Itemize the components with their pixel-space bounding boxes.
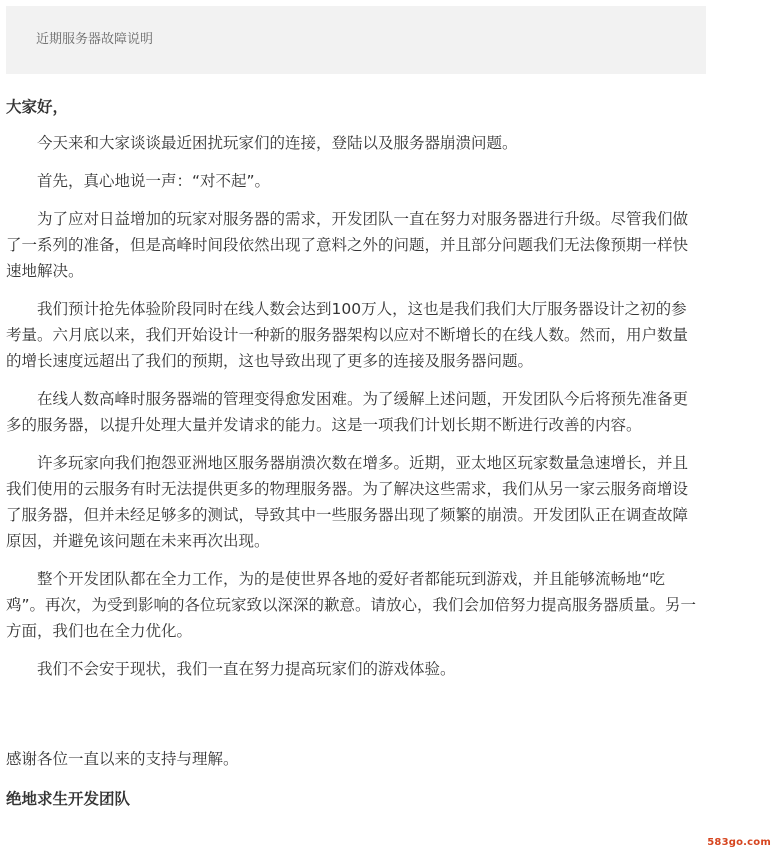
paragraph-peak-management: 在线人数高峰时服务器端的管理变得愈发困难。为了缓解上述问题，开发团队今后将预先准备更多的服务器，以提升处理大量并发请求的能力。这是一项我们计划长期不断进行改善的内容。 (6, 390, 689, 434)
signature: 绝地求生开发团队 (6, 790, 131, 808)
paragraph-commitment: 我们不会安于现状，我们一直在努力提高玩家们的游戏体验。 (37, 660, 456, 678)
paragraph-team-effort: 整个开发团队都在全力工作，为的是使世界各地的爱好者都能玩到游戏，并且能够流畅地“吃鸡”。再次，为受到影响的各位玩家致以深深的歉意。请放心，我们会加倍努力提高服务器质量。另一方面，我们也在全力优化。 (6, 570, 697, 640)
site-watermark: 583go.com (707, 837, 771, 848)
spacer (6, 694, 701, 746)
paragraph-apology: 首先，真心地说一声：“对不起”。 (37, 172, 271, 190)
paragraph-capacity: 我们预计抢先体验阶段同时在线人数会达到100万人，这也是我们我们大厅服务器设计之初的参考量。六月底以来，我们开始设计一种新的服务器架构以应对不断增长的在线人数。然而，用户数量的增长速度远超出了我们的预期，这也导致出现了更多的连接及服务器问题。 (6, 300, 689, 370)
paragraph-intro: 今天来和大家谈谈最近困扰玩家们的连接，登陆以及服务器崩溃问题。 (37, 134, 518, 152)
paragraph-demand: 为了应对日益增加的玩家对服务器的需求，开发团队一直在努力对服务器进行升级。尽管我们做了一系列的准备，但是高峰时间段依然出现了意料之外的问题，并且部分问题我们无法像预期一样快速地解决。 (6, 210, 689, 280)
header-banner (6, 6, 706, 74)
paragraph-asia-crashes: 许多玩家向我们抱怨亚洲地区服务器崩溃次数在增多。近期，亚太地区玩家数量急速增长，并且我们使用的云服务有时无法提供更多的物理服务器。为了解决这些需求，我们从另一家云服务商增设了服务器，但并未经足够多的测试，导致其中一些服务器出现了频繁的崩溃。开发团队正在调查故障原因，并避免该问题在未来再次出现。 (6, 454, 689, 550)
thanks-line: 感谢各位一直以来的支持与理解。 (6, 750, 239, 768)
greeting: 大家好， (6, 98, 69, 116)
article-body (6, 94, 701, 812)
page-title: 近期服务器故障说明 (36, 32, 154, 47)
